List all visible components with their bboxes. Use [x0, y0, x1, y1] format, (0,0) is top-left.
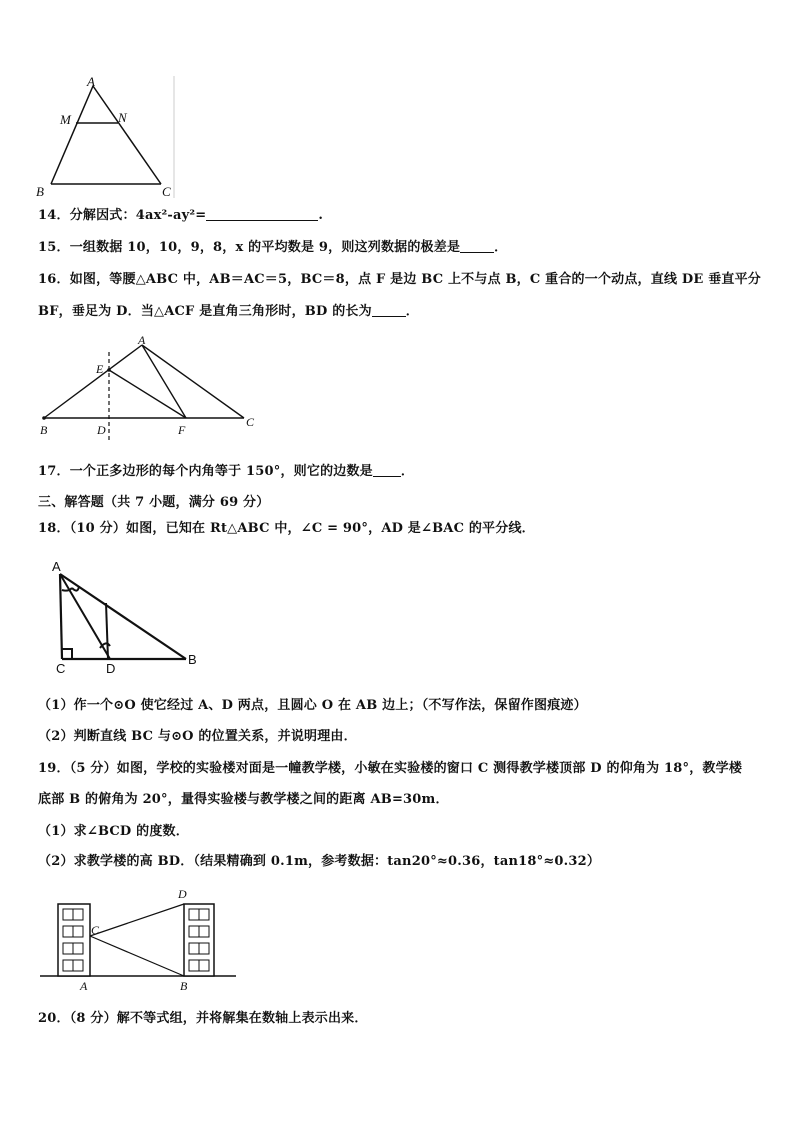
- question-16-line2: [38, 302, 774, 322]
- q15-answer-blank[interactable]: [460, 238, 494, 253]
- label-d: D: [178, 887, 187, 901]
- side-ab: [51, 86, 93, 184]
- q15-number: 15．: [38, 240, 70, 255]
- q19-text-line2: 底部 B 的俯角为 20°，量得实验楼与教学楼之间的距离 AB=30m．: [38, 792, 449, 807]
- question-19-sub1: [38, 822, 774, 842]
- label-c: C: [91, 923, 100, 937]
- segment-d-up: [106, 603, 108, 659]
- label-d: D: [106, 661, 116, 676]
- label-b: B: [188, 652, 197, 667]
- q16-end: ．: [405, 304, 419, 319]
- q14-answer-blank[interactable]: [206, 206, 318, 221]
- label-c: C: [162, 184, 171, 199]
- q18-sub1-text: （1）作一个⊙O 使它经过 A、D 两点，且圆心 O 在 AB 边上；（不写作法，保留作图痕迹）: [38, 698, 587, 713]
- question-19-line2: [38, 790, 774, 810]
- question-18-sub2: [38, 727, 774, 747]
- segment-ef: [109, 370, 186, 418]
- label-f: F: [178, 423, 186, 437]
- question-16-line1: [38, 270, 774, 290]
- question-19-sub2: [38, 852, 774, 872]
- q20-number: 20．: [38, 1011, 70, 1026]
- question-18-sub1: [38, 696, 774, 716]
- q14-number: 14．: [38, 208, 70, 223]
- label-a: A: [52, 559, 61, 574]
- question-17: [38, 462, 774, 482]
- question-20: [38, 1009, 774, 1029]
- figure-triangle-mn: [30, 74, 190, 200]
- q18-text: （10 分）如图，已知在 Rt△ABC 中，∠C = 90°，AD 是∠BAC 的平分线．: [69, 521, 535, 536]
- question-18: [38, 519, 774, 539]
- angle-arc-a1: [62, 588, 72, 591]
- label-n: N: [118, 110, 127, 125]
- label-d: D: [97, 423, 106, 437]
- label-c: C: [246, 415, 255, 429]
- section-3-title-text: 三、解答题（共 7 小题，满分 69 分）: [38, 495, 270, 510]
- q17-text: 一个正多边形的每个内角等于 150°，则它的边数是: [69, 464, 373, 479]
- label-a: A: [138, 333, 146, 347]
- label-e: E: [96, 362, 104, 376]
- label-c: C: [56, 661, 66, 676]
- q17-number: 17．: [38, 464, 70, 479]
- point-e: [107, 368, 111, 372]
- side-ac: [60, 574, 62, 659]
- q18-sub2-text: （2）判断直线 BC 与⊙O 的位置关系，并说明理由．: [38, 729, 357, 744]
- question-19-line1: [38, 759, 774, 779]
- q17-end: ．: [400, 464, 415, 479]
- section-3-title: [38, 493, 774, 513]
- q16-text-line1: 如图，等腰△ABC 中，AB＝AC＝5，BC＝8，点 F 是边 BC 上不与点 B，C 重合的一个动点，直线 DE 垂直平分: [69, 272, 761, 287]
- figure-isosceles-de: [34, 330, 274, 442]
- point-b: [42, 416, 46, 420]
- q17-answer-blank[interactable]: [373, 462, 401, 477]
- label-b: B: [40, 423, 48, 437]
- q16-number: 16．: [38, 272, 70, 287]
- q19-sub2-text: （2）求教学楼的高 BD．（结果精确到 0.1m，参考数据：tan20°≈0.36，tan18°≈0.32）: [38, 854, 601, 869]
- side-ac: [142, 345, 244, 418]
- sightline-cd: [90, 904, 184, 936]
- q15-text: 一组数据 10，10，9，8，x 的平均数是 9，则这列数据的极差是: [69, 240, 461, 255]
- label-a: A: [87, 74, 95, 89]
- q14-text: 分解因式：4ax²-ay²=: [69, 208, 207, 223]
- q18-number: 18．: [38, 521, 70, 536]
- label-a: A: [80, 979, 88, 993]
- q14-end: .: [318, 208, 324, 223]
- q19-sub1-text: （1）求∠BCD 的度数．: [38, 824, 189, 839]
- q15-end: ．: [494, 240, 508, 255]
- side-ac: [93, 86, 161, 184]
- angle-arc-a2: [72, 586, 79, 591]
- question-15: [38, 238, 774, 258]
- figure-buildings: [38, 884, 244, 994]
- q20-text: （8 分）解不等式组，并将解集在数轴上表示出来．: [69, 1011, 368, 1026]
- q16-answer-blank[interactable]: [372, 302, 406, 317]
- label-m: M: [60, 112, 71, 127]
- question-14: [38, 206, 774, 226]
- q19-text-line1: （5 分）如图，学校的实验楼对面是一幢教学楼，小敏在实验楼的窗口 C 测得教学楼顶部 D 的仰角为 18°，教学楼: [69, 761, 743, 776]
- q19-number: 19．: [38, 761, 70, 776]
- segment-af: [142, 345, 186, 418]
- label-b: B: [36, 184, 44, 199]
- right-angle-mark: [62, 649, 72, 659]
- figure-right-triangle: [48, 556, 208, 676]
- sightline-cb: [90, 936, 184, 976]
- label-b: B: [180, 979, 188, 993]
- q16-text-line2: BF，垂足为 D．当△ACF 是直角三角形时，BD 的长为: [38, 304, 372, 319]
